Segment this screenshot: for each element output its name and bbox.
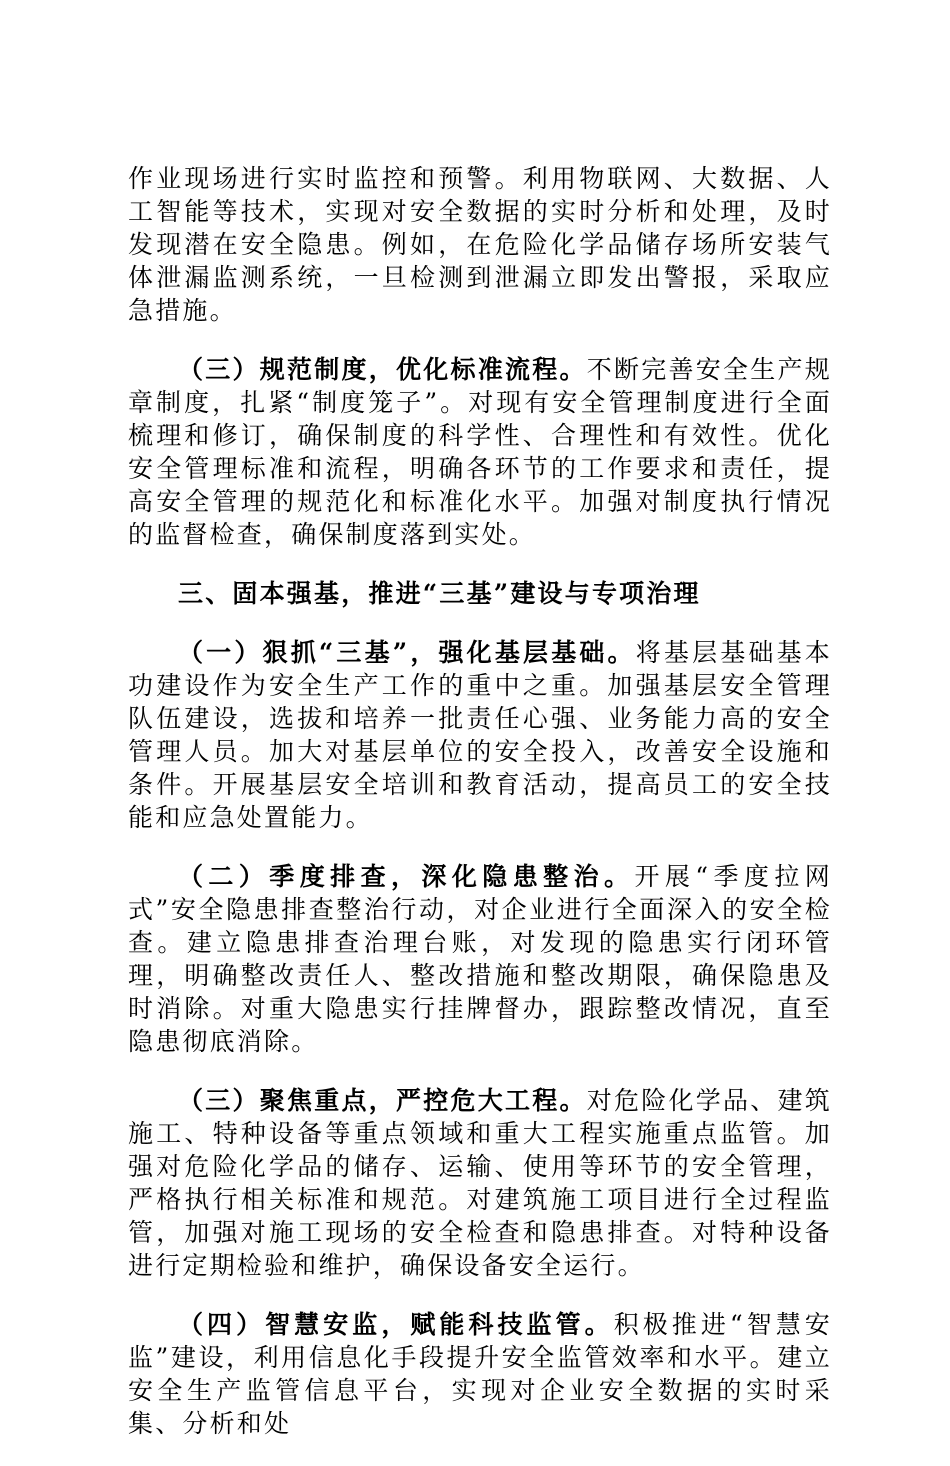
paragraph-three-basics — [128, 636, 832, 834]
paragraph-text: 积极推进“智慧安监”建设，利用信息化手段提升安全监管效率和水平。建立安全生产监管信息平台，实现对企业安全数据的实时采集、分析和处 — [128, 1310, 832, 1438]
paragraph-text: 不断完善安全生产规章制度，扎紧“制度笼子”。对现有安全管理制度进行全面梳理和修订，确保制度的科学性、合理性和有效性。优化安全管理标准和流程，明确各环节的工作要求和责任，提高安全管理的规范化和标准化水平。加强对制度执行情况的监督检查，确保制度落到实处。 — [128, 355, 832, 549]
paragraph-key-projects — [128, 1084, 832, 1282]
paragraph-quarterly-inspection — [128, 860, 832, 1058]
paragraph-standardize-system — [128, 353, 832, 551]
paragraph-lead: （三）规范制度，优化标准流程。 — [178, 355, 587, 384]
paragraph-lead: （四）智慧安监，赋能科技监管。 — [178, 1310, 614, 1339]
paragraph-lead: （二）季度排查，深化隐患整治。 — [178, 862, 635, 891]
paragraph-text: 将基层基础基本功建设作为安全生产工作的重中之重。加强基层安全管理队伍建设，选拔和培养一批责任心强、业务能力高的安全管理人员。加大对基层单位的安全投入，改善安全设施和条件。开展基层安全培训和教育活动，提高员工的安全技能和应急处置能力。 — [128, 638, 832, 832]
paragraph-continued — [128, 162, 832, 327]
paragraph-text: 开展“季度拉网式”安全隐患排查整治行动，对企业进行全面深入的安全检查。建立隐患排查治理台账，对发现的隐患实行闭环管理，明确整改责任人、整改措施和整改期限，确保隐患及时消除。对重大隐患实行挂牌督办，跟踪整改情况，直至隐患彻底消除。 — [128, 862, 832, 1056]
paragraph-text: 对危险化学品、建筑施工、特种设备等重点领域和重大工程实施重点监管。加强对危险化学品的储存、运输、使用等环节的安全管理，严格执行相关标准和规范。对建筑施工项目进行全过程监管，加强对施工现场的安全检查和隐患排查。对特种设备进行定期检验和维护，确保设备安全运行。 — [128, 1086, 832, 1280]
paragraph-smart-supervision — [128, 1308, 832, 1440]
section-heading: 三、固本强基，推进“三基”建设与专项治理 — [178, 579, 701, 608]
document-page — [128, 162, 832, 1466]
paragraph-text: 作业现场进行实时监控和预警。利用物联网、大数据、人工智能等技术，实现对安全数据的实时分析和处理，及时发现潜在安全隐患。例如，在危险化学品储存场所安装气体泄漏监测系统，一旦检测到泄漏立即发出警报，采取应急措施。 — [128, 164, 832, 325]
paragraph-lead: （一）狠抓“三基”，强化基层基础。 — [178, 638, 636, 667]
paragraph-lead: （三）聚焦重点，严控危大工程。 — [178, 1086, 587, 1115]
